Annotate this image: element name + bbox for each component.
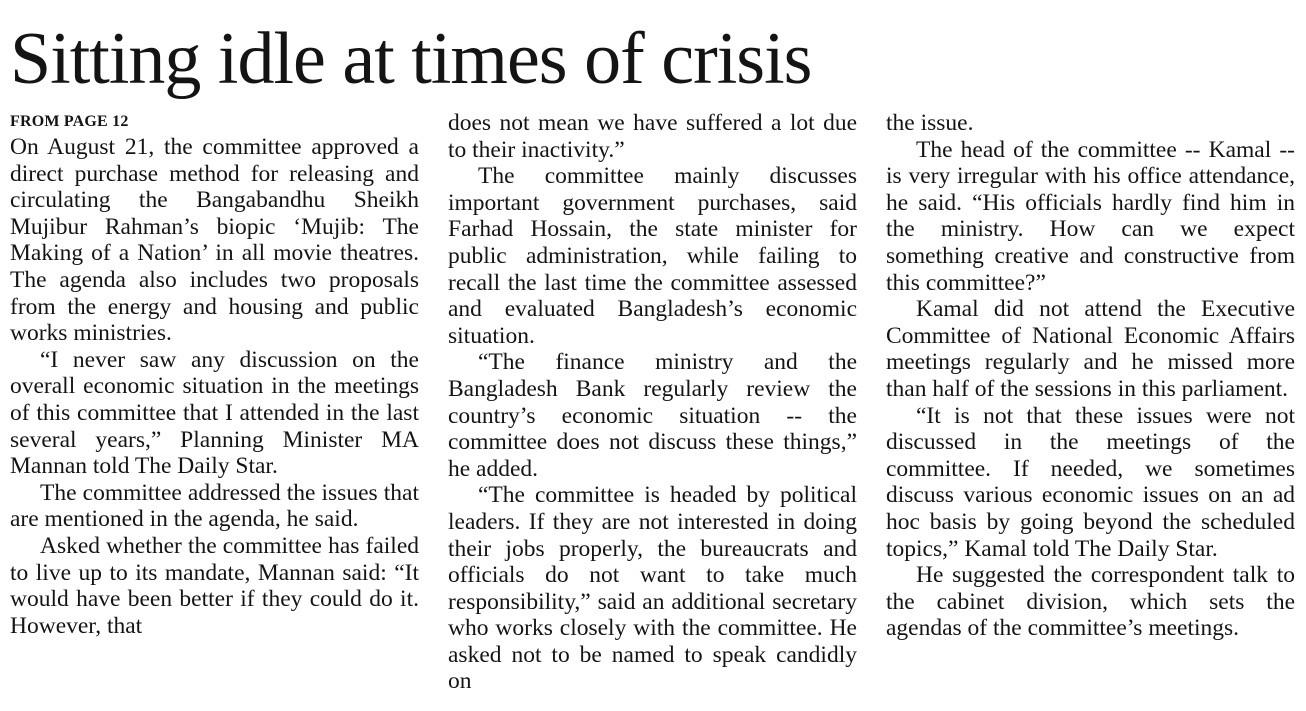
paragraph: does not mean we have suffered a lot due to their inactivity.” [448,110,857,163]
paragraph: “I never saw any discussion on the overall economic situation in the meetings of this committee that I attended in the last several years,” Planning Minister MA Mannan told The Daily Star. [10,346,419,480]
paragraph: “It is not that these issues were not discussed in the meetings of the committee. If needed, we sometimes discuss various economic issues on an ad hoc basis by going beyond the scheduled topics,” Kamal told The Daily Star. [886,402,1295,562]
paragraph: The head of the committee -- Kamal -- is very irregular with his office attendance, he said. “His officials hardly find him in the ministry. How can we expect something creative and constructive from this committee?” [886,136,1295,296]
article-column-3 [886,110,1295,642]
paragraph: Asked whether the committee has failed to live up to its mandate, Mannan said: “It would have been better if they could do it. However, that [10,532,419,639]
paragraph: On August 21, the committee approved a direct purchase method for releasing and circulating the Bangabandhu Sheikh Mujibur Rahman’s biopic ‘Mujib: The Making of a Nation’ in all movie theatres. The agenda also includes two proposals from the energy and housing and public works ministries. [10,134,419,347]
article-column-2 [448,110,857,695]
paragraph: The committee mainly discusses important government purchases, said Farhad Hossain, the state minister for public administration, while failing to recall the last time the committee assessed and evaluated Bangladesh’s economic situation. [448,163,857,349]
paragraph: He suggested the correspondent talk to the cabinet division, which sets the agendas of the committee’s meetings. [886,562,1295,642]
article-column-1 [10,110,419,639]
headline: Sitting idle at times of crisis [10,18,812,100]
continued-from-label: FROM PAGE 12 [10,113,129,130]
paragraph: Kamal did not attend the Executive Committee of National Economic Affairs meetings regularly and he missed more than half of the sessions in this parliament. [886,296,1295,402]
paragraph: the issue. [886,110,974,136]
paragraph: “The committee is headed by political leaders. If they are not interested in doing their jobs properly, the bureaucrats and officials do not want to take much responsibility,” said an additional secretary who works closely with the committee. He asked not to be named to speak candidly on [448,482,857,695]
paragraph: “The finance ministry and the Bangladesh Bank regularly review the country’s economic situation -- the committee does not discuss these things,” he added. [448,349,857,482]
paragraph: The committee addressed the issues that are mentioned in the agenda, he said. [10,479,419,533]
